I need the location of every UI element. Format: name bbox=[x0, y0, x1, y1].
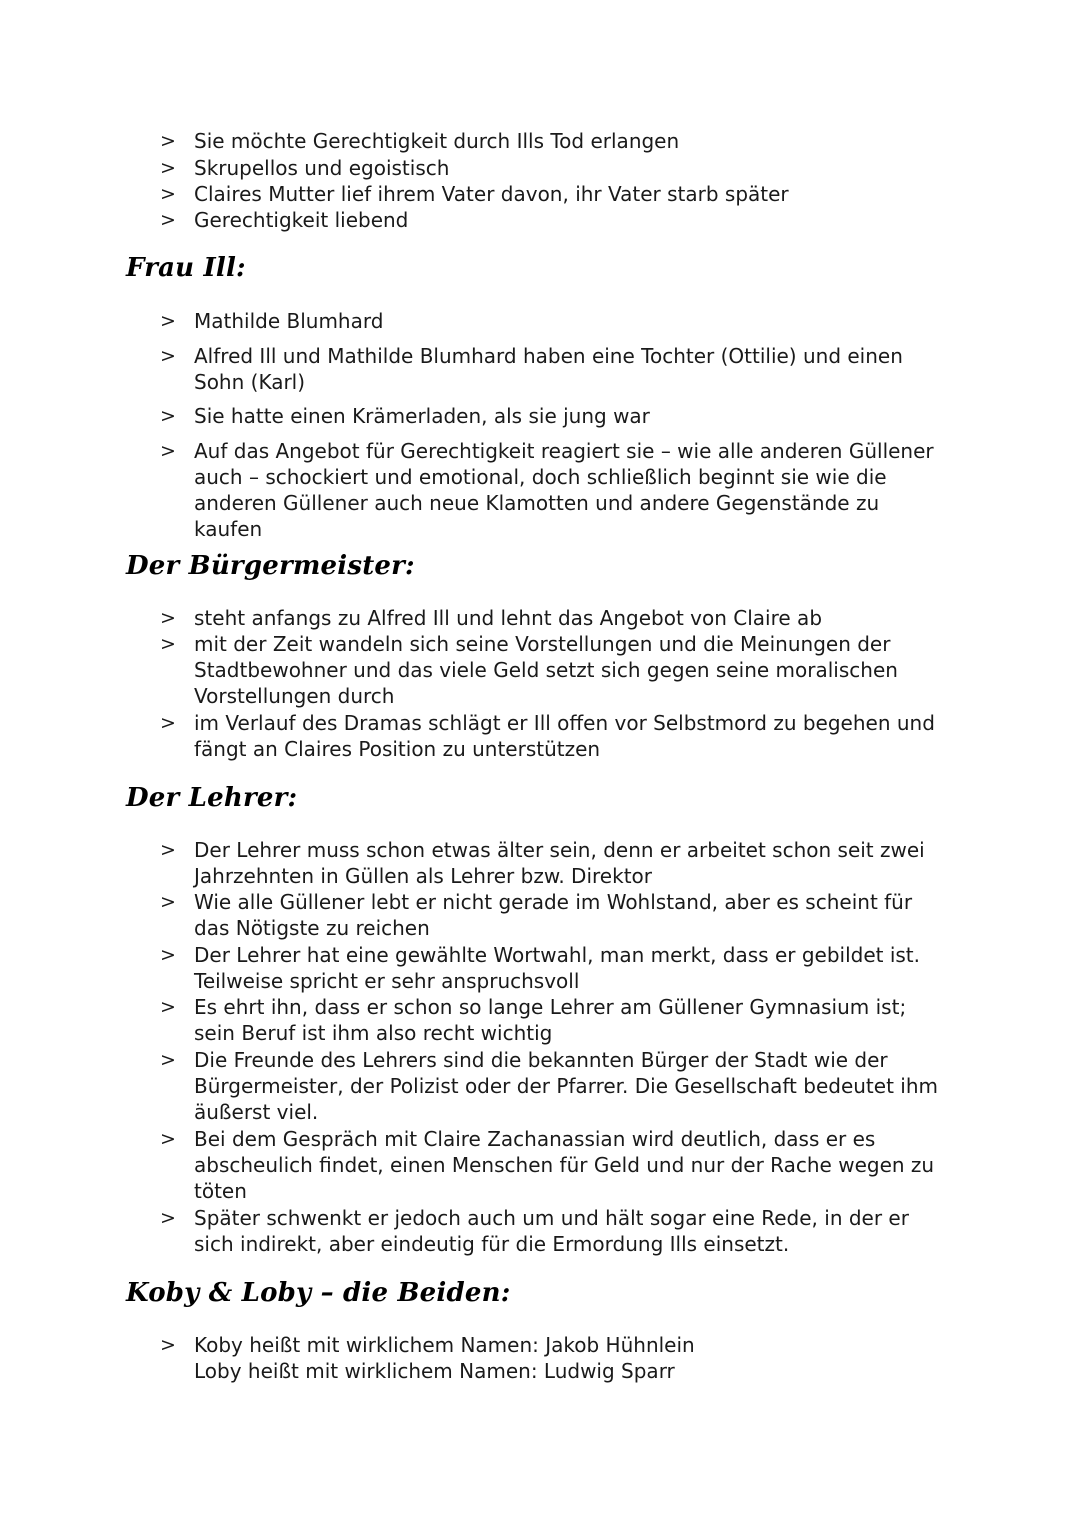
list-item bbox=[160, 1332, 960, 1384]
list-item bbox=[160, 994, 960, 1046]
list-item bbox=[160, 942, 960, 994]
list-item bbox=[160, 207, 960, 233]
bullet-marker: > bbox=[160, 607, 176, 629]
bullet-marker: > bbox=[160, 712, 176, 734]
list-item bbox=[160, 631, 960, 709]
list-item-text: Der Lehrer muss schon etwas älter sein, denn er arbeitet schon seit zwei Jahrzehnten in Güllen als Lehrer bzw. Direktor bbox=[194, 838, 925, 888]
bullet-marker: > bbox=[160, 1334, 176, 1356]
bullet-marker: > bbox=[160, 345, 176, 367]
bullet-marker: > bbox=[160, 310, 176, 332]
list-item-text: Die Freunde des Lehrers sind die bekannten Bürger der Stadt wie der Bürgermeister, der Polizist oder der Pfarrer. Die Gesellschaft bedeutet ihm äußerst viel. bbox=[194, 1048, 938, 1124]
list-item-text: Gerechtigkeit liebend bbox=[194, 208, 409, 232]
section-heading-koby-loby: Koby & Loby – die Beiden: bbox=[126, 1278, 511, 1308]
bullet-marker: > bbox=[160, 130, 176, 152]
list-item-text: Sie hatte einen Krämerladen, als sie jung war bbox=[194, 404, 650, 428]
list-item bbox=[160, 889, 960, 941]
list-item-text: Mathilde Blumhard bbox=[194, 309, 384, 333]
list-item-text: Bei dem Gespräch mit Claire Zachanassian wird deutlich, dass er es abscheulich findet, einen Menschen für Geld und nur der Rache wegen zu töten bbox=[194, 1127, 935, 1203]
list-item-text: Alfred Ill und Mathilde Blumhard haben eine Tochter (Ottilie) und einen Sohn (Karl) bbox=[194, 344, 903, 394]
list-item bbox=[160, 1126, 960, 1204]
list-item bbox=[160, 438, 960, 542]
list-item-text: im Verlauf des Dramas schlägt er Ill offen vor Selbstmord zu begehen und fängt an Claires Position zu unterstützen bbox=[194, 711, 935, 761]
list-item bbox=[160, 128, 960, 154]
section-heading-lehrer: Der Lehrer: bbox=[126, 783, 298, 813]
list-item-text: Der Lehrer hat eine gewählte Wortwahl, man merkt, dass er gebildet ist. Teilweise spricht er sehr anspruchsvoll bbox=[194, 943, 921, 993]
bullet-marker: > bbox=[160, 1128, 176, 1150]
list-item-text: Koby heißt mit wirklichem Namen: Jakob Hühnlein Loby heißt mit wirklichem Namen: Ludwig Sparr bbox=[194, 1333, 695, 1383]
list-item-text: Claires Mutter lief ihrem Vater davon, ihr Vater starb später bbox=[194, 182, 789, 206]
bullet-marker: > bbox=[160, 157, 176, 179]
bullet-marker: > bbox=[160, 996, 176, 1018]
bullet-marker: > bbox=[160, 1049, 176, 1071]
bullet-marker: > bbox=[160, 209, 176, 231]
list-item-text: steht anfangs zu Alfred Ill und lehnt das Angebot von Claire ab bbox=[194, 606, 823, 630]
list-item-text: Später schwenkt er jedoch auch um und hält sogar eine Rede, in der er sich indirekt, aber eindeutig für die Ermordung Ills einsetzt. bbox=[194, 1206, 909, 1256]
list-item-text: Sie möchte Gerechtigkeit durch Ills Tod erlangen bbox=[194, 129, 680, 153]
section-heading-frau-ill: Frau Ill: bbox=[126, 253, 246, 283]
bullet-marker: > bbox=[160, 440, 176, 462]
list-item bbox=[160, 181, 960, 207]
bullet-marker: > bbox=[160, 944, 176, 966]
bullet-marker: > bbox=[160, 891, 176, 913]
section-heading-buergermeister: Der Bürgermeister: bbox=[126, 551, 415, 581]
list-item-text: Wie alle Güllener lebt er nicht gerade im Wohlstand, aber es scheint für das Nötigste zu reichen bbox=[194, 890, 913, 940]
bullet-marker: > bbox=[160, 183, 176, 205]
bullet-marker: > bbox=[160, 839, 176, 861]
list-item bbox=[160, 1047, 960, 1125]
list-item bbox=[160, 403, 960, 429]
list-item bbox=[160, 343, 960, 395]
list-item-text: mit der Zeit wandeln sich seine Vorstellungen und die Meinungen der Stadtbewohner und das viele Geld setzt sich gegen seine moralischen Vorstellungen durch bbox=[194, 632, 898, 708]
list-item bbox=[160, 605, 960, 631]
bullet-marker: > bbox=[160, 1207, 176, 1229]
list-item bbox=[160, 837, 960, 889]
list-item bbox=[160, 1205, 960, 1257]
list-item bbox=[160, 155, 960, 181]
list-item bbox=[160, 308, 960, 334]
list-item bbox=[160, 710, 960, 762]
list-item-text: Skrupellos und egoistisch bbox=[194, 156, 450, 180]
bullet-marker: > bbox=[160, 405, 176, 427]
bullet-marker: > bbox=[160, 633, 176, 655]
list-item-text: Auf das Angebot für Gerechtigkeit reagiert sie – wie alle anderen Güllener auch – schockiert und emotional, doch schließlich beginnt sie wie die anderen Güllener auch neue Klamotten und andere Gegenstände zu kaufen bbox=[194, 439, 934, 541]
list-item-text: Es ehrt ihn, dass er schon so lange Lehrer am Güllener Gymnasium ist; sein Beruf ist ihm also recht wichtig bbox=[194, 995, 907, 1045]
